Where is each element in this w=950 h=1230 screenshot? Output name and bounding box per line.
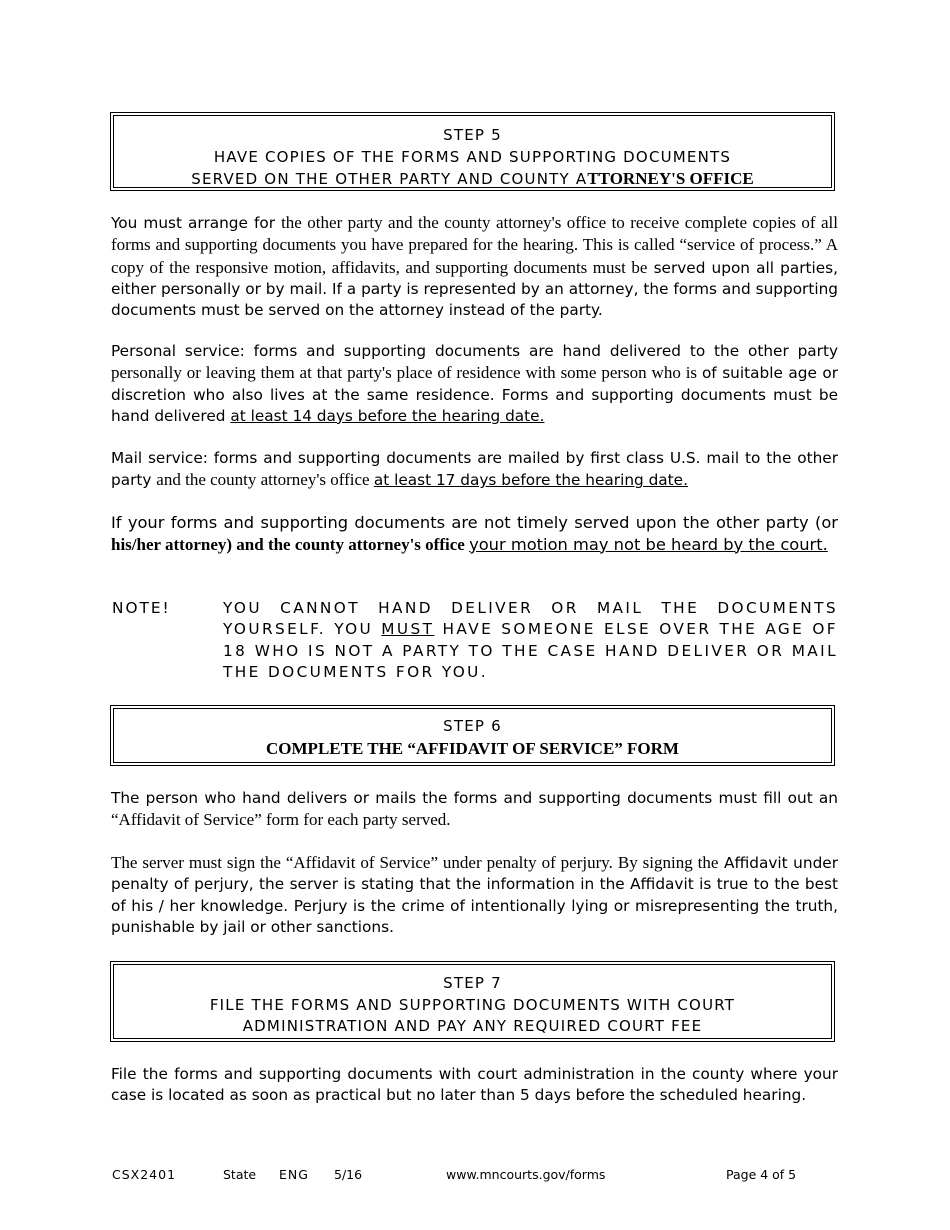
step7-line2: ADMINISTRATION AND PAY ANY REQUIRED COURT FEE xyxy=(242,1017,703,1035)
footer-page-number: Page 4 of 5 xyxy=(726,1167,797,1182)
step7-line1: FILE THE FORMS AND SUPPORTING DOCUMENTS WITH COURT xyxy=(209,995,736,1014)
footer-form-code: CSX2401 xyxy=(112,1167,177,1182)
motion-warning: your motion may not be heard by the court. xyxy=(469,534,828,554)
deadline-17-days: at least 17 days before the hearing date. xyxy=(373,471,688,490)
step5-box xyxy=(110,112,835,191)
step6-title: STEP 6 xyxy=(443,717,502,735)
note-text: YOU CANNOT HAND DELIVER OR MAIL THE DOCUMENTS YOURSELF. YOU MUST HAVE SOMEONE ELSE OVER THE AGE OF 18 WHO IS NOT A PARTY TO THE CASE HAND DELIVER OR MAIL THE DOCUMENTS FOR YOU. xyxy=(223,599,838,681)
step7-title: STEP 7 xyxy=(443,974,502,992)
paragraph-affidavit-perjury: The server must sign the “Affidavit of Service” under penalty of perjury. By signing the Affidavit under penalty of perjury, the server is stating that the information in the Affidavit is true to the best of his / her knowledge. Perjury is the crime of intentionally lying or misrepresenting the truth, punishable by jail or other sanctions. xyxy=(111,853,838,936)
footer-state: State xyxy=(223,1167,257,1182)
paragraph-affidavit-who: The person who hand delivers or mails the forms and supporting documents must fill out an “Affidavit of Service” form for each party served. xyxy=(111,789,838,830)
step7-box xyxy=(110,961,835,1042)
paragraph-timely-service: If your forms and supporting documents are not timely served upon the other party (or his/her attorney) and the county attorney's office your motion may not be heard by the court. xyxy=(111,513,838,554)
note-label: NOTE! xyxy=(112,599,171,617)
paragraph-personal-service: Personal service: forms and supporting documents are hand delivered to the other party personally or leaving them at that party's place of residence with some person who is of suitable age or discretion who also lives at the same residence. Forms and supporting documents must be hand delivered at least 14 days before the hearing date. xyxy=(111,342,838,425)
paragraph-file-forms: File the forms and supporting documents with court administration in the county where your case is located as soon as practical but no later than 5 days before the scheduled hearing. xyxy=(111,1065,838,1105)
footer-url[interactable]: www.mncourts.gov/forms xyxy=(446,1167,606,1182)
step6-line1: COMPLETE THE “AFFIDAVIT OF SERVICE” FORM xyxy=(266,738,679,758)
footer-date: 5/16 xyxy=(334,1167,363,1182)
step6-box xyxy=(110,705,835,766)
step5-line1: HAVE COPIES OF THE FORMS AND SUPPORTING DOCUMENTS xyxy=(213,147,732,166)
paragraph-mail-service: Mail service: forms and supporting documents are mailed by first class U.S. mail to the other party and the county attorney's office at least 17 days before the hearing date. xyxy=(111,449,838,490)
step5-title: STEP 5 xyxy=(443,126,502,144)
step5-line2: SERVED ON THE OTHER PARTY AND COUNTY ATTORNEY'S OFFICE xyxy=(191,169,754,188)
footer-language: ENG xyxy=(279,1167,309,1182)
deadline-14-days: at least 14 days before the hearing date. xyxy=(230,406,545,425)
paragraph-service-intro: You must arrange for the other party and the county attorney's office to receive complete copies of all forms and supporting documents you have prepared for the hearing. This is called “service of process.” A copy of the responsive motion, affidavits, and supporting documents must be served upon all parties, either personally or by mail. If a party is represented by an attorney, the forms and supporting documents must be served on the attorney instead of the party. xyxy=(111,213,838,320)
